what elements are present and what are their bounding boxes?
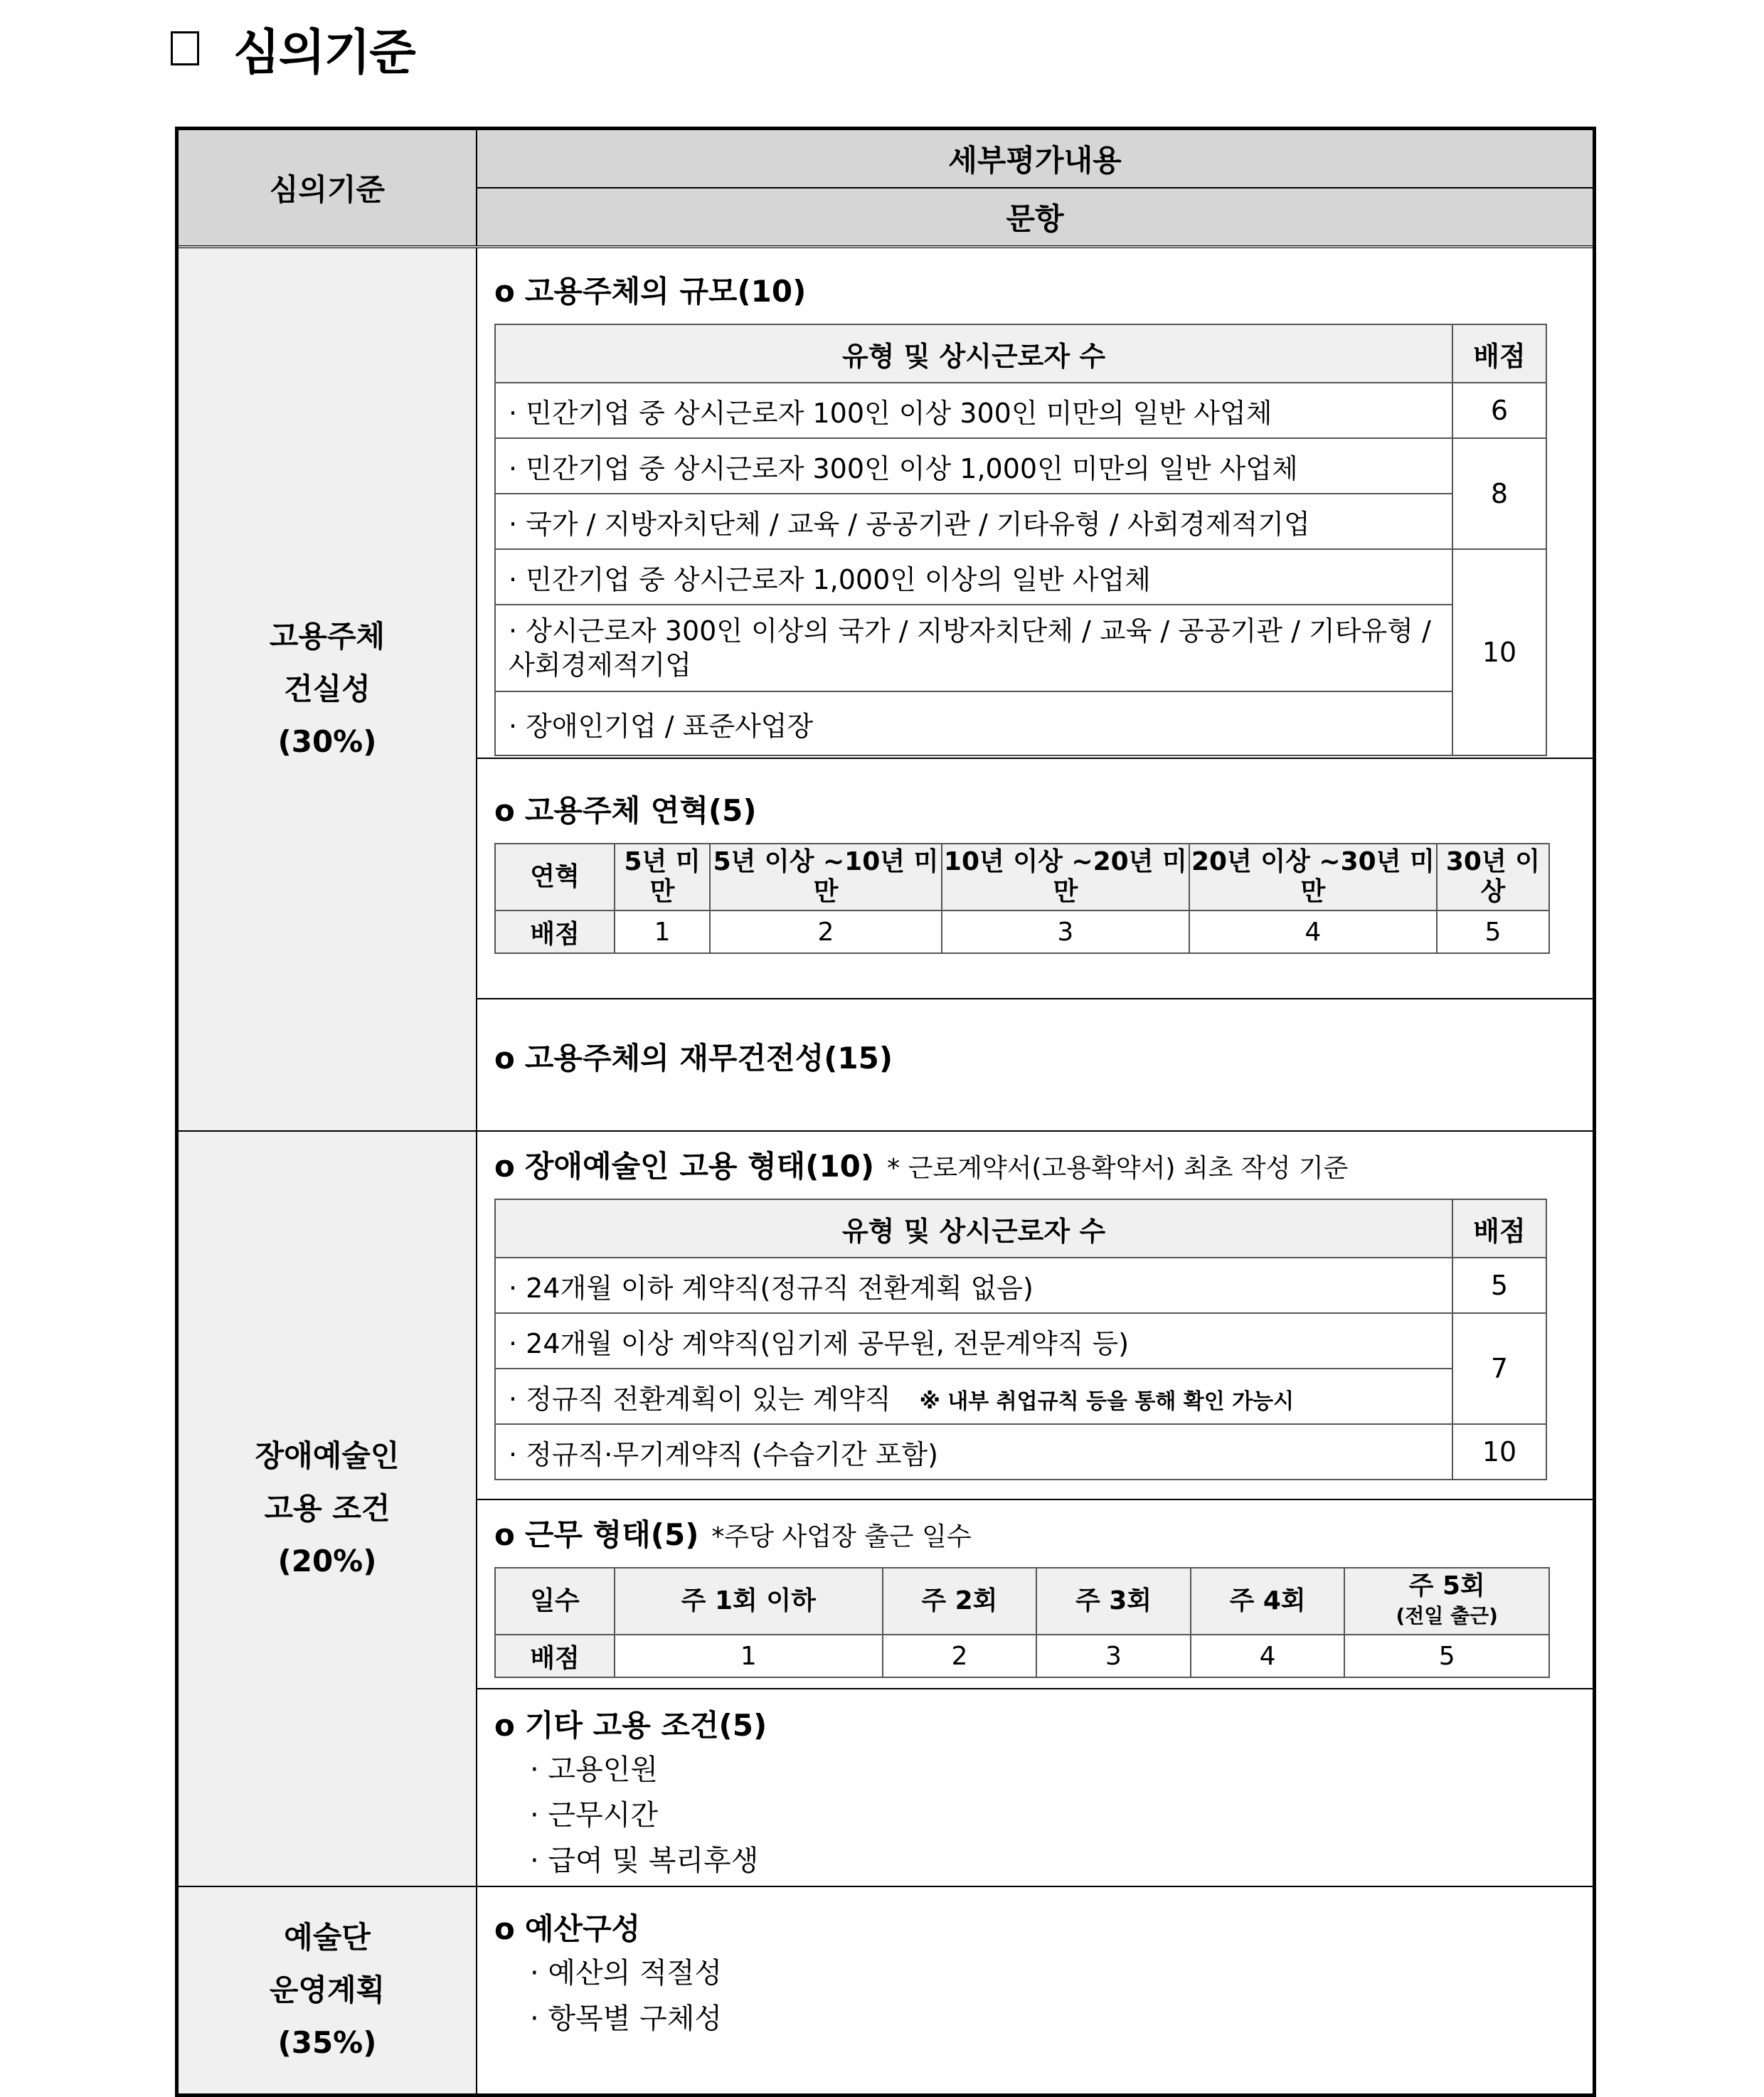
bullet-icon: o (494, 1517, 515, 1552)
criteria-line: 건실성 (284, 671, 371, 706)
page-title (171, 13, 415, 84)
col-header: 10년 이상 ~20년 미만 (942, 844, 1189, 911)
table-row: · 24개월 이상 계약직(임기제 공무원, 전문계약직 등) (495, 1313, 1452, 1369)
col-header: 주 4회 (1191, 1568, 1345, 1635)
criteria-line: (30%) (277, 724, 377, 759)
block-work-type (477, 1500, 1593, 1689)
block-title: 기타 고용 조건(5) (524, 1708, 767, 1743)
row-text: · 정규직 전환계획이 있는 계약직 (509, 1383, 891, 1415)
block-title: 고용주체의 규모(10) (524, 274, 807, 309)
score-cell: 1 (615, 1635, 883, 1677)
block-title: 장애예술인 고용 형태(10) (524, 1149, 875, 1184)
history-table (494, 843, 1550, 954)
criteria-cell (179, 1887, 477, 2093)
list-item: · 항목별 구체성 (530, 2002, 722, 2035)
criteria-cell (179, 1132, 477, 1886)
score-cell: 1 (615, 911, 710, 953)
col-header-main: 주 5회 (1408, 1571, 1485, 1600)
table-row (495, 1369, 1452, 1424)
header-items: 문항 (1006, 201, 1064, 236)
col-header: 20년 이상 ~30년 미만 (1189, 844, 1437, 911)
row-label: 연혁 (495, 844, 615, 911)
table-row: · 장애인기업 / 표준사업장 (495, 691, 1452, 755)
col-header: 배점 (1452, 1199, 1546, 1258)
col-header: 배점 (1452, 324, 1546, 383)
row-label: 배점 (495, 1635, 615, 1677)
header-criteria: 심의기준 (179, 130, 477, 245)
block-title: 근무 형태(5) (524, 1517, 699, 1552)
col-header: 30년 이상 (1437, 844, 1549, 911)
bullet-icon: o (494, 1149, 515, 1184)
score-cell: 6 (1452, 383, 1546, 438)
score-cell: 5 (1452, 1258, 1546, 1313)
list-item: · 예산의 적절성 (530, 1957, 722, 1990)
row-label: 일수 (495, 1568, 615, 1635)
block-note: *주당 사업장 출근 일수 (711, 1522, 972, 1551)
bullet-icon: o (494, 274, 515, 309)
criteria-line: 장애예술인 (255, 1438, 400, 1473)
row-label: 배점 (495, 911, 615, 953)
score-cell: 4 (1191, 1635, 1345, 1677)
table-header (179, 130, 1593, 248)
bullet-icon: o (494, 793, 515, 828)
criteria-line: 고용주체 (269, 619, 386, 654)
score-cell: 10 (1452, 1424, 1546, 1480)
table-row: · 24개월 이하 계약직(정규직 전환계획 없음) (495, 1258, 1452, 1313)
section-operation-plan (179, 1887, 1593, 2093)
col-header: 5년 이상 ~10년 미만 (710, 844, 942, 911)
section-employer-soundness (179, 248, 1593, 1132)
score-cell: 5 (1437, 911, 1549, 953)
col-header: 5년 미만 (615, 844, 710, 911)
table-row: · 정규직·무기계약직 (수습기간 포함) (495, 1424, 1452, 1480)
score-cell: 10 (1452, 549, 1546, 755)
block-note: * 근로계약서(고용확약서) 최초 작성 기준 (887, 1154, 1349, 1183)
score-cell: 3 (942, 911, 1189, 953)
score-cell: 4 (1189, 911, 1437, 953)
criteria-line: (35%) (277, 2025, 377, 2060)
col-header: 주 3회 (1036, 1568, 1191, 1635)
table-row: · 국가 / 지방자치단체 / 교육 / 공공기관 / 기타유형 / 사회경제적기업 (495, 494, 1452, 549)
checkbox-square-icon (171, 31, 199, 65)
employment-type-table (494, 1199, 1547, 1480)
section-employment-conditions (179, 1132, 1593, 1887)
bullet-icon: o (494, 1708, 515, 1743)
col-header: 주 2회 (883, 1568, 1037, 1635)
table-row: · 민간기업 중 상시근로자 100인 이상 300인 미만의 일반 사업체 (495, 383, 1452, 438)
page-title-text: 심의기준 (233, 24, 415, 81)
col-header-sub: (전일 출근) (1396, 1604, 1498, 1628)
score-cell: 7 (1452, 1313, 1546, 1424)
list-item: · 근무시간 (530, 1799, 658, 1832)
criteria-cell (179, 248, 477, 1130)
criteria-line: 운영계획 (269, 1973, 386, 2007)
block-financial-soundness (477, 999, 1593, 1112)
block-employer-history (477, 759, 1593, 999)
criteria-line: 고용 조건 (264, 1491, 390, 1526)
col-header (1344, 1568, 1549, 1635)
table-row: · 상시근로자 300인 이상의 국가 / 지방자치단체 / 교육 / 공공기관 / 기타유형 / 사회경제적기업 (495, 605, 1452, 691)
criteria-table (175, 127, 1596, 2097)
score-cell: 2 (883, 1635, 1037, 1677)
score-cell: 2 (710, 911, 942, 953)
block-title: 고용주체의 재무건전성(15) (524, 1041, 893, 1076)
criteria-line: (20%) (277, 1544, 377, 1578)
block-employer-size (477, 248, 1593, 759)
block-employment-type (477, 1132, 1593, 1500)
header-detail: 세부평가내용 (477, 130, 1593, 189)
bullet-icon: o (494, 1911, 515, 1946)
size-table (494, 324, 1547, 756)
bullet-icon: o (494, 1041, 515, 1076)
work-days-table (494, 1567, 1550, 1678)
list-item: · 고용인원 (530, 1753, 658, 1786)
col-header: 주 1회 이하 (615, 1568, 883, 1635)
score-cell: 8 (1452, 438, 1546, 549)
table-row: · 민간기업 중 상시근로자 300인 이상 1,000인 미만의 일반 사업체 (495, 438, 1452, 494)
col-header: 유형 및 상시근로자 수 (495, 1199, 1452, 1258)
row-remark: ※ 내부 취업규칙 등을 통해 확인 가능시 (919, 1389, 1295, 1414)
score-cell: 5 (1344, 1635, 1549, 1677)
score-cell: 3 (1036, 1635, 1191, 1677)
criteria-line: 예술단 (284, 1920, 371, 1955)
list-item: · 급여 및 복리후생 (530, 1844, 759, 1877)
block-other-conditions (477, 1689, 1593, 1907)
block-budget (477, 1887, 1593, 2065)
block-title: 예산구성 (524, 1911, 641, 1946)
block-title: 고용주체 연혁(5) (524, 793, 757, 828)
col-header: 유형 및 상시근로자 수 (495, 324, 1452, 383)
table-row: · 민간기업 중 상시근로자 1,000인 이상의 일반 사업체 (495, 549, 1452, 605)
